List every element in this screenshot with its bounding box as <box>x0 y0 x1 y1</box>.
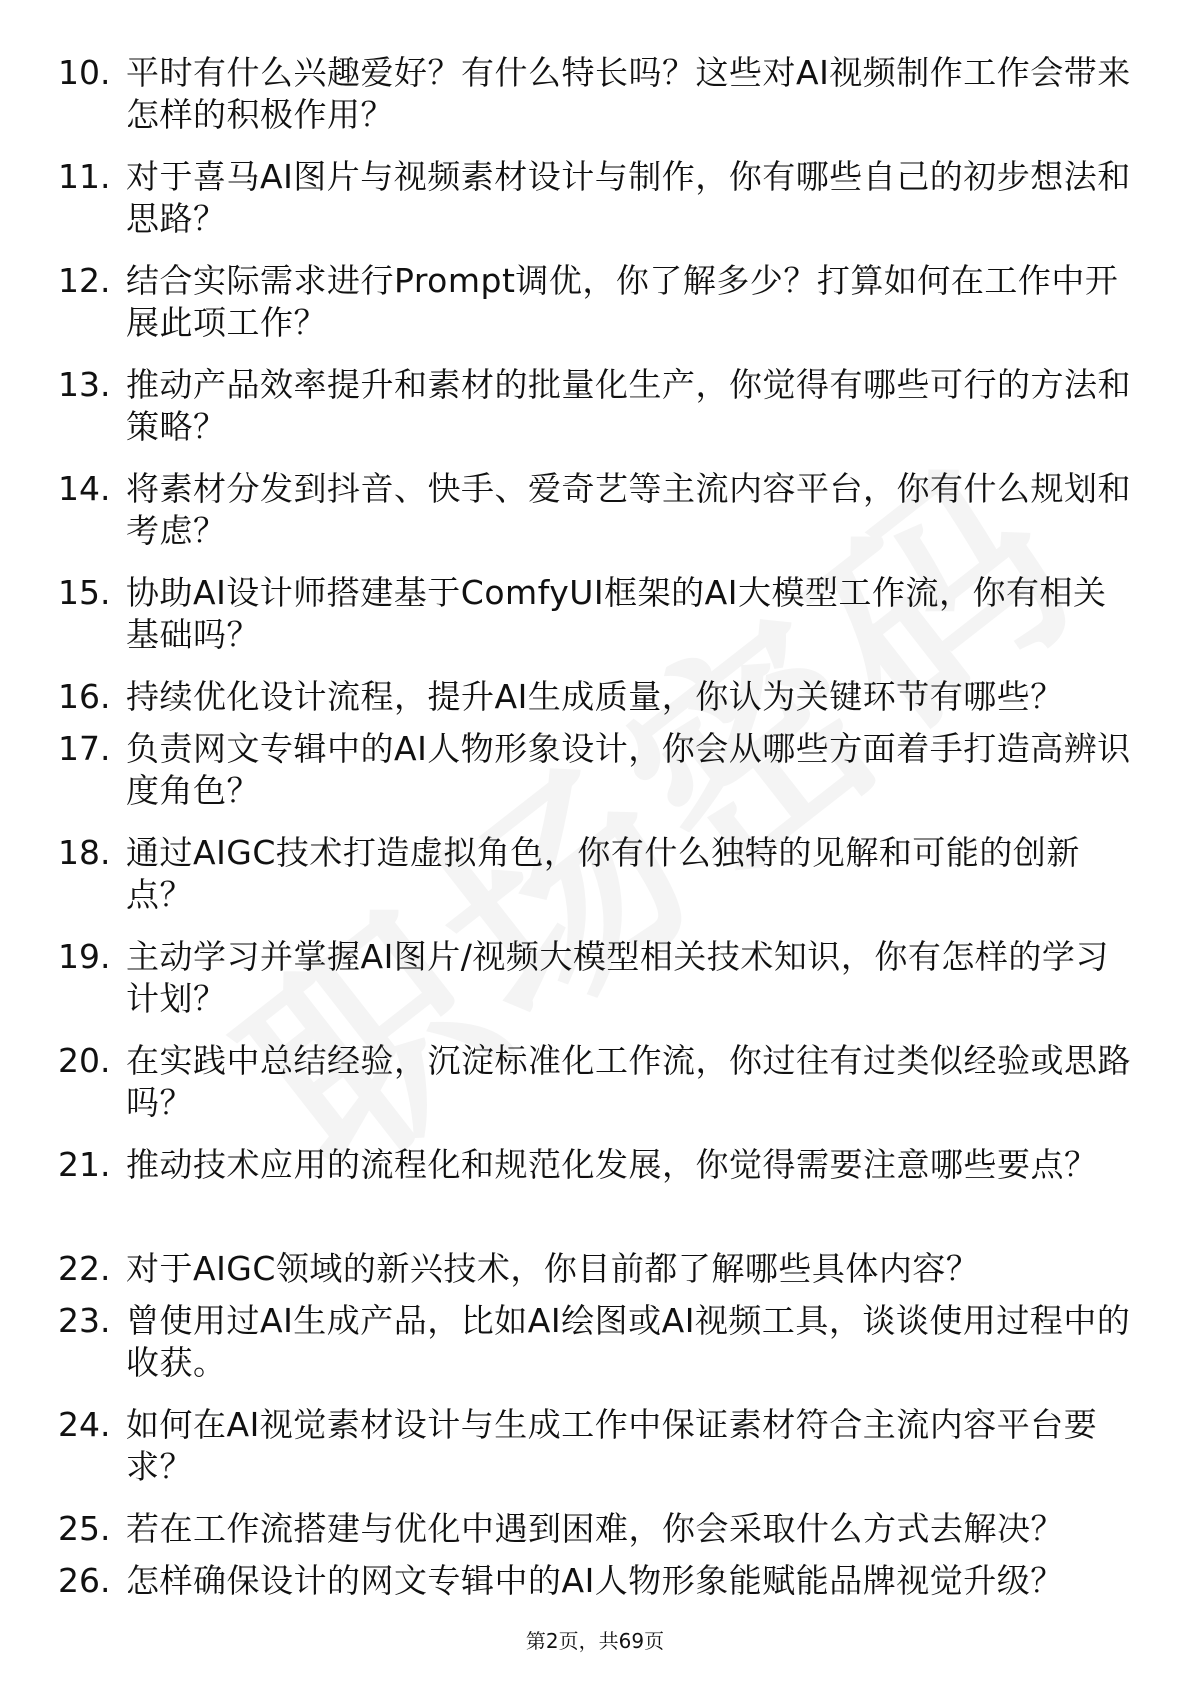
question-item <box>58 676 1138 728</box>
question-item <box>58 832 1138 936</box>
question-number: 14. <box>58 469 111 508</box>
question-item <box>58 1560 1138 1608</box>
question-number: 13. <box>58 365 111 404</box>
question-number: 15. <box>58 573 111 612</box>
question-number: 21. <box>58 1145 111 1184</box>
question-item <box>58 936 1138 1040</box>
question-text: 对于AIGC领域的新兴技术，你目前都了解哪些具体内容？ <box>126 1249 980 1288</box>
question-item <box>58 572 1138 676</box>
question-text: 曾使用过AI生成产品，比如AI绘图或AI视频工具，谈谈使用过程中的收获。 <box>126 1301 1131 1382</box>
question-number: 18. <box>58 833 111 872</box>
question-text: 对于喜马AI图片与视频素材设计与制作，你有哪些自己的初步想法和思路？ <box>126 157 1131 238</box>
question-text: 主动学习并掌握AI图片/视频大模型相关技术知识，你有怎样的学习计划？ <box>126 937 1109 1018</box>
question-number: 17. <box>58 729 111 768</box>
question-text: 持续优化设计流程，提升AI生成质量，你认为关键环节有哪些？ <box>126 677 1064 716</box>
question-text: 平时有什么兴趣爱好？有什么特长吗？这些对AI视频制作工作会带来怎样的积极作用？ <box>126 53 1131 134</box>
question-text: 结合实际需求进行Prompt调优，你了解多少？打算如何在工作中开展此项工作？ <box>126 261 1119 342</box>
question-item <box>58 1248 1138 1300</box>
question-item <box>58 1404 1138 1508</box>
question-text: 通过AIGC技术打造虚拟角色，你有什么独特的见解和可能的创新点？ <box>126 833 1080 914</box>
question-number: 24. <box>58 1405 111 1444</box>
question-text: 若在工作流搭建与优化中遇到困难，你会采取什么方式去解决？ <box>126 1509 1064 1548</box>
question-item <box>58 1508 1138 1560</box>
question-number: 25. <box>58 1509 111 1548</box>
question-item <box>58 1040 1138 1144</box>
question-text: 将素材分发到抖音、快手、爱奇艺等主流内容平台，你有什么规划和考虑？ <box>126 469 1131 550</box>
question-number: 22. <box>58 1249 111 1288</box>
question-list <box>58 52 1138 1608</box>
question-number: 20. <box>58 1041 111 1080</box>
question-item <box>58 260 1138 364</box>
question-number: 12. <box>58 261 111 300</box>
question-item <box>58 52 1138 156</box>
question-number: 10. <box>58 53 111 92</box>
question-number: 16. <box>58 677 111 716</box>
question-item <box>58 468 1138 572</box>
question-item <box>58 1300 1138 1404</box>
question-text: 在实践中总结经验，沉淀标准化工作流，你过往有过类似经验或思路吗？ <box>126 1041 1131 1122</box>
question-item <box>58 1144 1138 1248</box>
question-text: 如何在AI视觉素材设计与生成工作中保证素材符合主流内容平台要求？ <box>126 1405 1098 1486</box>
question-text: 负责网文专辑中的AI人物形象设计，你会从哪些方面着手打造高辨识度角色？ <box>126 729 1131 810</box>
question-text: 推动产品效率提升和素材的批量化生产，你觉得有哪些可行的方法和策略？ <box>126 365 1131 446</box>
question-item <box>58 364 1138 468</box>
question-number: 11. <box>58 157 111 196</box>
question-text: 推动技术应用的流程化和规范化发展，你觉得需要注意哪些要点？ <box>126 1145 1098 1184</box>
question-item <box>58 156 1138 260</box>
question-item <box>58 728 1138 832</box>
question-text: 怎样确保设计的网文专辑中的AI人物形象能赋能品牌视觉升级？ <box>126 1561 1064 1600</box>
question-number: 19. <box>58 937 111 976</box>
question-number: 23. <box>58 1301 111 1340</box>
page-footer: 第2页，共69页 <box>525 1629 665 1653</box>
question-text: 协助AI设计师搭建基于ComfyUI框架的AI大模型工作流，你有相关基础吗？ <box>126 573 1107 654</box>
question-number: 26. <box>58 1561 111 1600</box>
